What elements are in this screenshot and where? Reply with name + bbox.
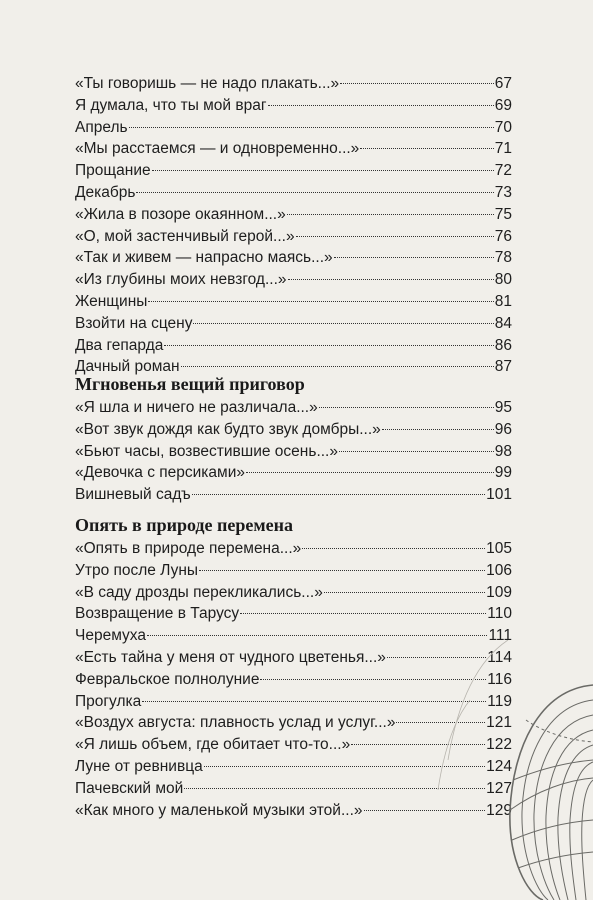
toc-entry-page: 87 [494, 358, 512, 376]
toc-leader-dots [339, 451, 494, 452]
toc-leader-dots [193, 323, 493, 324]
toc-leader-dots [164, 345, 493, 346]
toc-entry[interactable] [75, 73, 512, 95]
toc-leader-dots [147, 635, 487, 636]
toc-leader-dots [302, 548, 485, 549]
toc-entry-page: 96 [494, 420, 512, 438]
toc-entry-page: 71 [494, 140, 512, 158]
toc-entry-page: 86 [494, 336, 512, 354]
toc-leader-dots [192, 494, 485, 495]
toc-entry-title: «Бьют часы, возвестившие осень...» [75, 442, 338, 460]
toc-entry-page: 78 [494, 249, 512, 267]
toc-entry[interactable] [75, 335, 512, 357]
toc-entry-title: «Я лишь объем, где обитает что-то...» [75, 736, 351, 754]
toc-entry-title: Прогулка [75, 692, 142, 710]
toc-entry-page: 105 [486, 540, 512, 557]
toc-entry-page: 69 [494, 96, 512, 114]
toc-entry[interactable] [75, 95, 512, 117]
toc-entry[interactable] [75, 138, 512, 160]
toc-entry[interactable] [75, 204, 512, 226]
toc-entry-page: 122 [486, 736, 512, 754]
toc-entry-page: 114 [487, 648, 512, 666]
toc-leader-dots [148, 301, 493, 302]
toc-entry-page: 119 [487, 692, 512, 710]
toc-leader-dots [287, 214, 494, 215]
toc-entry-title: Я думала, что ты мой враг [75, 96, 267, 114]
toc-entry-title: «Воздух августа: плавность услад и услуг...» [75, 714, 396, 732]
toc-entry-title: Февральское полнолуние [75, 670, 260, 688]
toc-entry[interactable] [75, 182, 512, 204]
toc-entry[interactable] [75, 484, 512, 506]
toc-entry-title: Луне от ревнивца [75, 757, 203, 775]
toc-leader-dots [360, 148, 493, 149]
toc-entry-title: «О, мой застенчивый герой...» [75, 227, 295, 245]
toc-entry-title: Апрель [75, 118, 128, 136]
toc-entry-title: «Как много у маленькой музыки этой...» [75, 801, 363, 819]
gramophone-horn-icon [418, 640, 593, 900]
toc-leader-dots [152, 170, 494, 171]
section-heading[interactable]: Опять в природе перемена [75, 515, 294, 535]
toc-section-2 [75, 371, 512, 506]
toc-entry[interactable] [75, 247, 512, 269]
toc-entry-title: Возвращение в Тарусу [75, 605, 240, 623]
toc-entry-page: 116 [487, 670, 512, 688]
toc-entry-title: «Из глубины моих невзгод...» [75, 271, 287, 289]
toc-entry-title: «Есть тайна у меня от чудного цветенья...» [75, 648, 386, 666]
toc-entry-title: Черемуха [75, 627, 146, 645]
toc-entry[interactable] [75, 582, 512, 604]
toc-entry[interactable] [75, 117, 512, 139]
toc-entry-page: 72 [494, 162, 512, 180]
toc-entry-page: 101 [486, 486, 512, 504]
toc-entry[interactable] [75, 419, 512, 441]
toc-leader-dots [268, 105, 494, 106]
toc-entry-title: Взойти на сцену [75, 314, 193, 332]
toc-entry[interactable] [75, 291, 512, 313]
toc-entry-title: «Опять в природе перемена...» [75, 540, 302, 557]
toc-leader-dots [340, 83, 494, 84]
toc-entry-title: «Девочка с персиками» [75, 464, 245, 482]
toc-entry[interactable] [75, 160, 512, 182]
toc-entry-title: «Жила в позоре окаянном...» [75, 205, 286, 223]
toc-entry-page: 106 [486, 561, 512, 579]
toc-entry-title: Декабрь [75, 183, 136, 201]
toc-entry[interactable] [75, 397, 512, 419]
toc-entry-page: 98 [494, 442, 512, 460]
toc-entry-page: 95 [494, 399, 512, 416]
toc-entry-page: 111 [488, 627, 512, 645]
toc-entry-title: Два гепарда [75, 336, 164, 354]
toc-block-1 [75, 73, 512, 378]
toc-leader-dots [319, 407, 494, 408]
toc-entry-title: Пачевский мой [75, 779, 184, 797]
toc-entry-title: Женщины [75, 292, 148, 310]
toc-entry-title: Вишневый садъ [75, 486, 191, 504]
toc-leader-dots [296, 236, 494, 237]
toc-entry-page: 129 [486, 801, 512, 819]
toc-entry-page: 127 [486, 779, 512, 797]
toc-leader-dots [334, 257, 494, 258]
toc-leader-dots [136, 192, 493, 193]
toc-entry-page: 81 [494, 292, 512, 310]
toc-leader-dots [288, 279, 494, 280]
toc-leader-dots [129, 127, 494, 128]
toc-leader-dots [199, 570, 485, 571]
toc-entry-page: 73 [494, 183, 512, 201]
toc-entry[interactable] [75, 226, 512, 248]
toc-entry-page: 84 [494, 314, 512, 332]
toc-entry[interactable] [75, 560, 512, 582]
toc-entry-title: «Я шла и ничего не различала...» [75, 399, 318, 416]
toc-entry-title: «В саду дрозды перекликались...» [75, 583, 323, 601]
toc-leader-dots [324, 592, 485, 593]
toc-leader-dots [382, 429, 494, 430]
toc-entry-page: 121 [486, 714, 512, 732]
toc-leader-dots [181, 366, 494, 367]
toc-entry-page: 110 [487, 605, 512, 623]
toc-entry-title: «Вот звук дождя как будто звук домбры...» [75, 420, 381, 438]
toc-entry-title: Прощание [75, 162, 151, 180]
toc-entry-title: «Так и живем — напрасно маясь...» [75, 249, 333, 267]
toc-entry-title: Утро после Луны [75, 561, 199, 579]
section-heading[interactable]: Мгновенья вещий приговор [75, 374, 305, 394]
toc-entry[interactable] [75, 441, 512, 463]
toc-entry[interactable] [75, 269, 512, 291]
toc-entry-page: 67 [494, 75, 512, 92]
toc-entry[interactable] [75, 462, 512, 484]
toc-entry-page: 109 [486, 583, 512, 601]
toc-entry-title: «Ты говоришь — не надо плакать...» [75, 75, 340, 92]
toc-entry-page: 124 [486, 757, 512, 775]
toc-entry-title: «Мы расстаемся — и одновременно...» [75, 140, 360, 158]
toc-leader-dots [240, 613, 486, 614]
toc-entry-page: 75 [494, 205, 512, 223]
toc-entry-page: 76 [494, 227, 512, 245]
toc-entry[interactable] [75, 538, 512, 560]
toc-leader-dots [246, 472, 494, 473]
toc-entry-page: 70 [494, 118, 512, 136]
toc-entry-title: Дачный роман [75, 358, 180, 376]
toc-entry-page: 80 [494, 271, 512, 289]
toc-entry[interactable] [75, 313, 512, 335]
toc-entry-page: 99 [494, 464, 512, 482]
toc-entry[interactable] [75, 603, 512, 625]
